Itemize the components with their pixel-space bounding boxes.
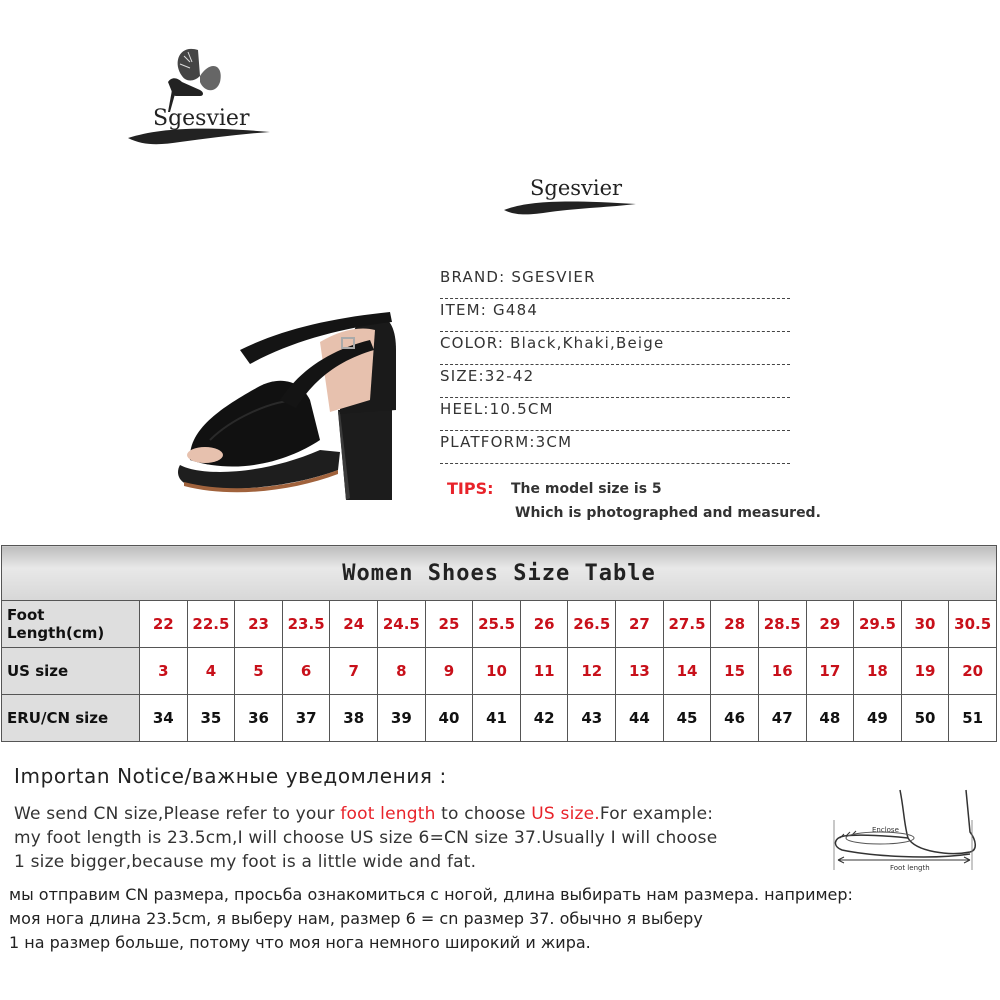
tips-line-2: Which is photographed and measured. <box>515 505 821 521</box>
notice-en-line-2: my foot length is 23.5cm,I will choose US size 6=CN size 37.Usually I will choose <box>14 828 718 848</box>
size-cell: 28 <box>711 601 759 648</box>
size-cell: 16 <box>758 648 806 695</box>
foot-diagram-enclose-label: Enclose <box>872 826 899 834</box>
foot-measure-diagram <box>820 780 990 880</box>
spec-color <box>440 332 790 365</box>
spec-heel-text: HEEL:10.5CM <box>440 400 554 418</box>
size-cell: 12 <box>568 648 616 695</box>
size-cell: 49 <box>854 695 902 742</box>
size-cell: 41 <box>473 695 521 742</box>
size-cell: 9 <box>425 648 473 695</box>
size-cell: 19 <box>901 648 949 695</box>
notice-en1-text-c: For example: <box>599 804 714 824</box>
size-cell: 37 <box>282 695 330 742</box>
butterfly-heel-icon <box>120 42 290 162</box>
size-cell: 24.5 <box>378 601 426 648</box>
size-cell: 46 <box>711 695 759 742</box>
size-cell: 15 <box>711 648 759 695</box>
spec-heel <box>440 398 790 431</box>
spec-brand <box>440 266 790 299</box>
logo-brand-text: Sgesvier <box>153 106 250 131</box>
size-cell: 30.5 <box>949 601 997 648</box>
size-cell: 20 <box>949 648 997 695</box>
size-cell: 27.5 <box>663 601 711 648</box>
size-cell: 48 <box>806 695 854 742</box>
spec-size <box>440 365 790 398</box>
size-cell: 43 <box>568 695 616 742</box>
size-cell: 35 <box>187 695 235 742</box>
size-cell: 40 <box>425 695 473 742</box>
size-cell: 44 <box>616 695 664 742</box>
size-cell: 34 <box>140 695 188 742</box>
size-cell: 18 <box>854 648 902 695</box>
size-cell: 27 <box>616 601 664 648</box>
table-row <box>2 601 997 648</box>
notice-en1-highlight-foot-length: foot length <box>340 804 436 824</box>
size-cell: 11 <box>520 648 568 695</box>
logo-small-brand-text: Sgesvier <box>530 176 623 200</box>
size-row-label: Foot Length(cm) <box>2 601 140 648</box>
notice-ru-line-2: моя нога длина 23.5cm, я выберу нам, размер 6 = cn размер 37. обычно я выберу <box>9 909 703 928</box>
notice-en-line-3: 1 size bigger,because my foot is a little wide and fat. <box>14 852 477 872</box>
spec-size-text: SIZE:32-42 <box>440 367 535 385</box>
size-cell: 29.5 <box>854 601 902 648</box>
spec-platform <box>440 431 790 464</box>
size-cell: 7 <box>330 648 378 695</box>
notice-en1-text-a: We send CN size,Please refer to your <box>14 804 341 824</box>
notice-ru-line-3: 1 на размер больше, потому что моя нога немного широкий и жира. <box>9 933 591 952</box>
spec-item <box>440 299 790 332</box>
table-row <box>2 648 997 695</box>
size-table-title: Women Shoes Size Table <box>2 546 997 601</box>
size-cell: 30 <box>901 601 949 648</box>
spec-color-text: COLOR: Black,Khaki,Beige <box>440 334 665 352</box>
size-cell: 17 <box>806 648 854 695</box>
size-row-label: ERU/CN size <box>2 695 140 742</box>
notice-ru-line-1: мы отправим CN размера, просьба ознакомиться с ногой, длина выбирать нам размера. например: <box>9 885 853 904</box>
size-cell: 47 <box>758 695 806 742</box>
size-row-label: US size <box>2 648 140 695</box>
brand-logo-small <box>500 170 650 220</box>
tips-label: TIPS: <box>447 479 494 498</box>
size-cell: 24 <box>330 601 378 648</box>
size-cell: 23 <box>235 601 283 648</box>
size-cell: 39 <box>378 695 426 742</box>
size-cell: 29 <box>806 601 854 648</box>
foot-diagram-length-label: Foot length <box>890 864 930 872</box>
foot-icon <box>820 780 990 880</box>
size-cell: 25.5 <box>473 601 521 648</box>
table-row <box>2 695 997 742</box>
size-cell: 23.5 <box>282 601 330 648</box>
size-cell: 6 <box>282 648 330 695</box>
size-cell: 45 <box>663 695 711 742</box>
size-cell: 28.5 <box>758 601 806 648</box>
size-cell: 22.5 <box>187 601 235 648</box>
tips-line-1: The model size is 5 <box>511 481 662 497</box>
product-specs <box>440 266 800 464</box>
size-cell: 42 <box>520 695 568 742</box>
size-cell: 10 <box>473 648 521 695</box>
notice-en1-highlight-us-size: US size. <box>531 804 600 824</box>
size-cell: 13 <box>616 648 664 695</box>
size-cell: 25 <box>425 601 473 648</box>
size-cell: 51 <box>949 695 997 742</box>
brand-logo <box>120 42 290 162</box>
size-cell: 14 <box>663 648 711 695</box>
size-cell: 8 <box>378 648 426 695</box>
size-cell: 22 <box>140 601 188 648</box>
notice-en-line-1 <box>14 804 713 824</box>
size-cell: 50 <box>901 695 949 742</box>
spec-brand-text: BRAND: SGESVIER <box>440 268 596 286</box>
notice-title: Importan Notice/важные уведомления : <box>14 764 447 788</box>
size-cell: 26 <box>520 601 568 648</box>
spec-item-text: ITEM: G484 <box>440 301 539 319</box>
spec-platform-text: PLATFORM:3CM <box>440 433 573 451</box>
size-table <box>1 545 997 742</box>
size-cell: 36 <box>235 695 283 742</box>
size-cell: 3 <box>140 648 188 695</box>
size-cell: 38 <box>330 695 378 742</box>
notice-en1-text-b: to choose <box>435 804 532 824</box>
shoe-image <box>170 290 410 510</box>
size-cell: 5 <box>235 648 283 695</box>
size-cell: 4 <box>187 648 235 695</box>
size-cell: 26.5 <box>568 601 616 648</box>
